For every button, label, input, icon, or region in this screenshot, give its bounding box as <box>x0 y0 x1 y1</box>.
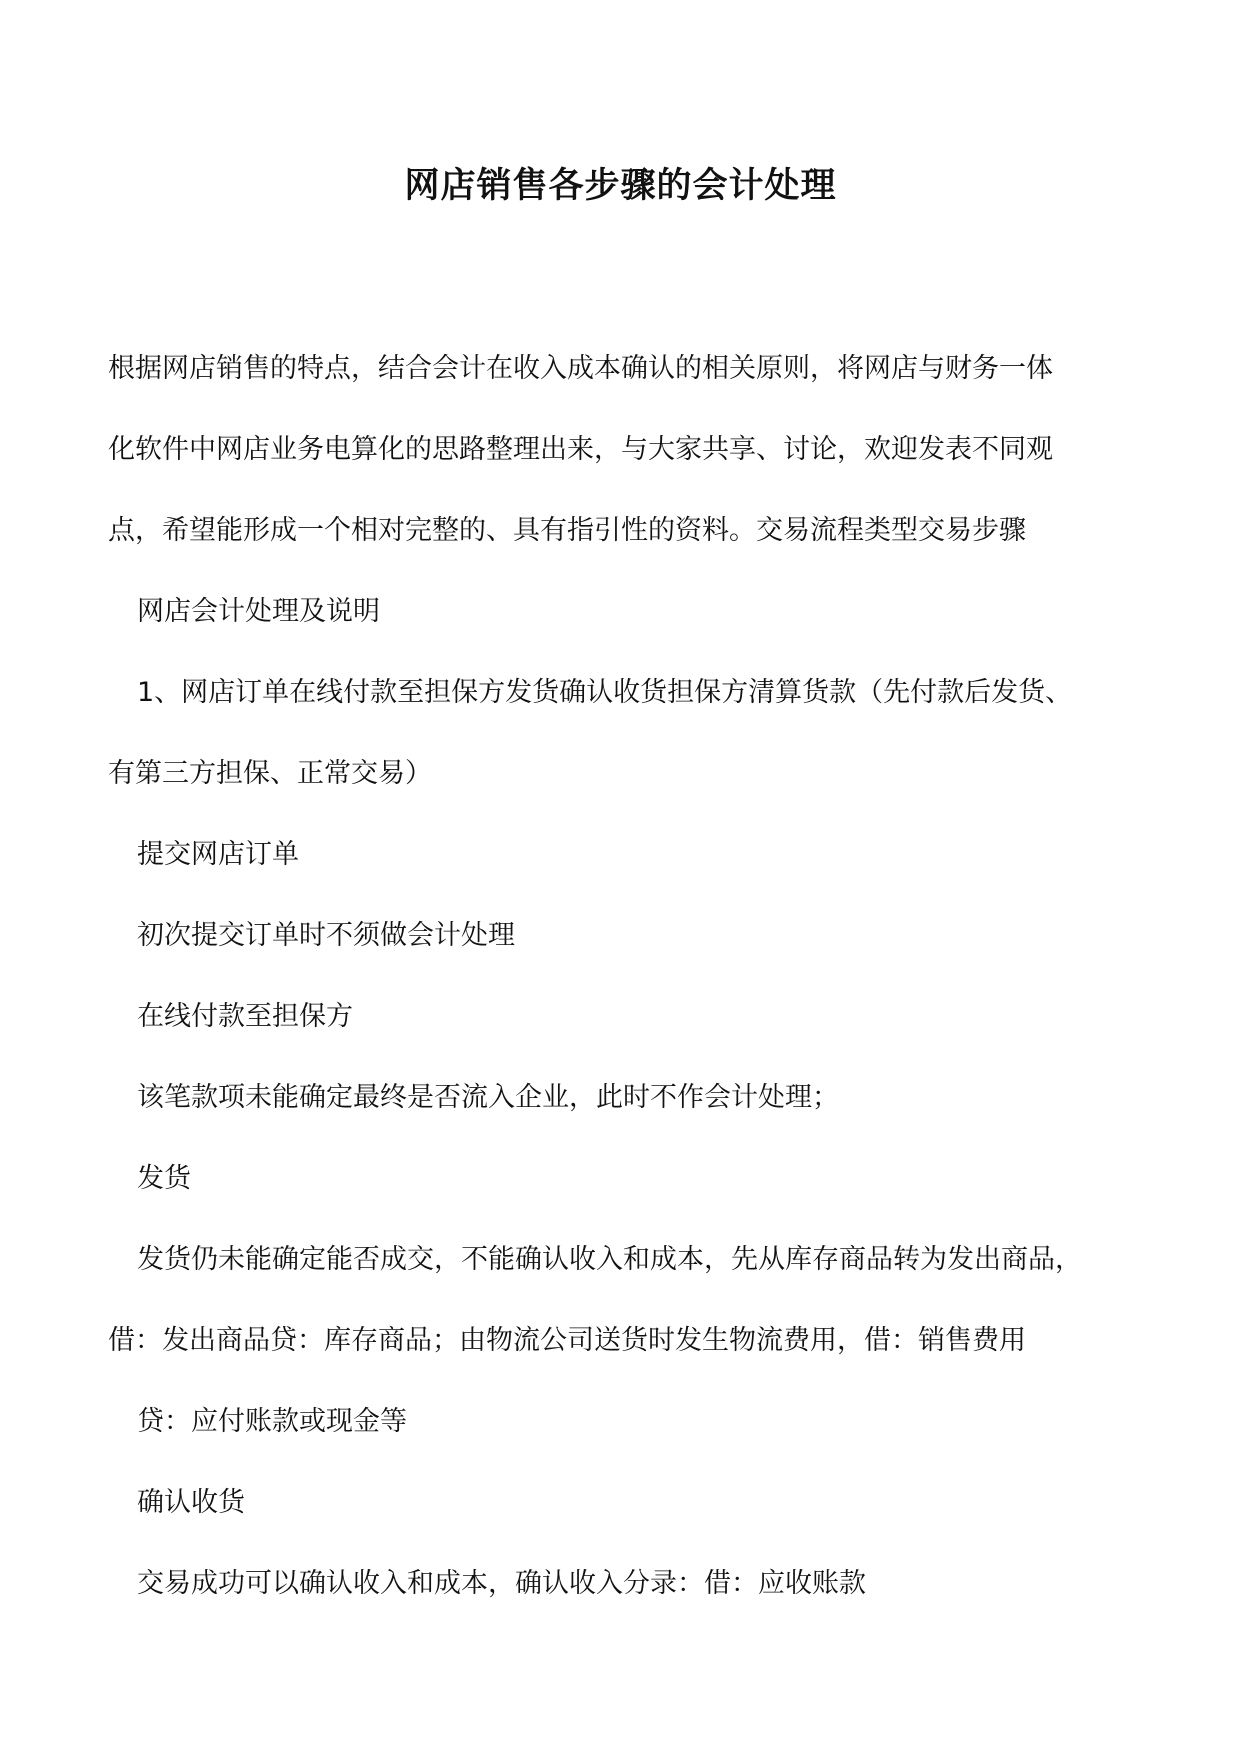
paragraph <box>108 895 1138 976</box>
text-line: 交易成功可以确认收入和成本，确认收入分录：借：应收账款 <box>137 1568 866 1599</box>
paragraph <box>108 1381 1138 1462</box>
paragraph <box>108 976 1138 1057</box>
text-line: 有第三方担保、正常交易） <box>108 758 432 789</box>
text-line: 化软件中网店业务电算化的思路整理出来，与大家共享、讨论，欢迎发表不同观 <box>108 434 1053 465</box>
paragraph <box>108 1219 1138 1381</box>
paragraph <box>108 1057 1138 1138</box>
paragraph <box>108 328 1138 571</box>
text-line: 提交网店订单 <box>137 839 299 870</box>
paragraph <box>108 652 1138 814</box>
text-line: 发货仍未能确定能否成交，不能确认收入和成本，先从库存商品转为发出商品， <box>137 1244 1082 1275</box>
text-line: 初次提交订单时不须做会计处理 <box>137 920 515 951</box>
text-line: 确认收货 <box>137 1487 245 1518</box>
text-line: 点，希望能形成一个相对完整的、具有指引性的资料。交易流程类型交易步骤 <box>108 515 1026 546</box>
paragraph <box>108 1462 1138 1543</box>
paragraph <box>108 814 1138 895</box>
document-title: 网店销售各步骤的会计处理 <box>404 166 837 206</box>
text-line: 网店会计处理及说明 <box>137 596 380 627</box>
document-body <box>108 328 1138 1624</box>
text-line: 借：发出商品贷：库存商品；由物流公司送货时发生物流费用，借：销售费用 <box>108 1325 1026 1356</box>
text-line: 根据网店销售的特点，结合会计在收入成本确认的相关原则，将网店与财务一体 <box>108 353 1053 384</box>
text-line: 发货 <box>137 1163 191 1194</box>
text-line: 1、网店订单在线付款至担保方发货确认收货担保方清算货款（先付款后发货、 <box>137 677 1073 708</box>
paragraph <box>108 571 1138 652</box>
text-line: 贷：应付账款或现金等 <box>137 1406 407 1437</box>
text-line: 在线付款至担保方 <box>137 1001 353 1032</box>
text-line: 该笔款项未能确定最终是否流入企业，此时不作会计处理； <box>137 1082 839 1113</box>
paragraph <box>108 1138 1138 1219</box>
paragraph <box>108 1543 1138 1624</box>
